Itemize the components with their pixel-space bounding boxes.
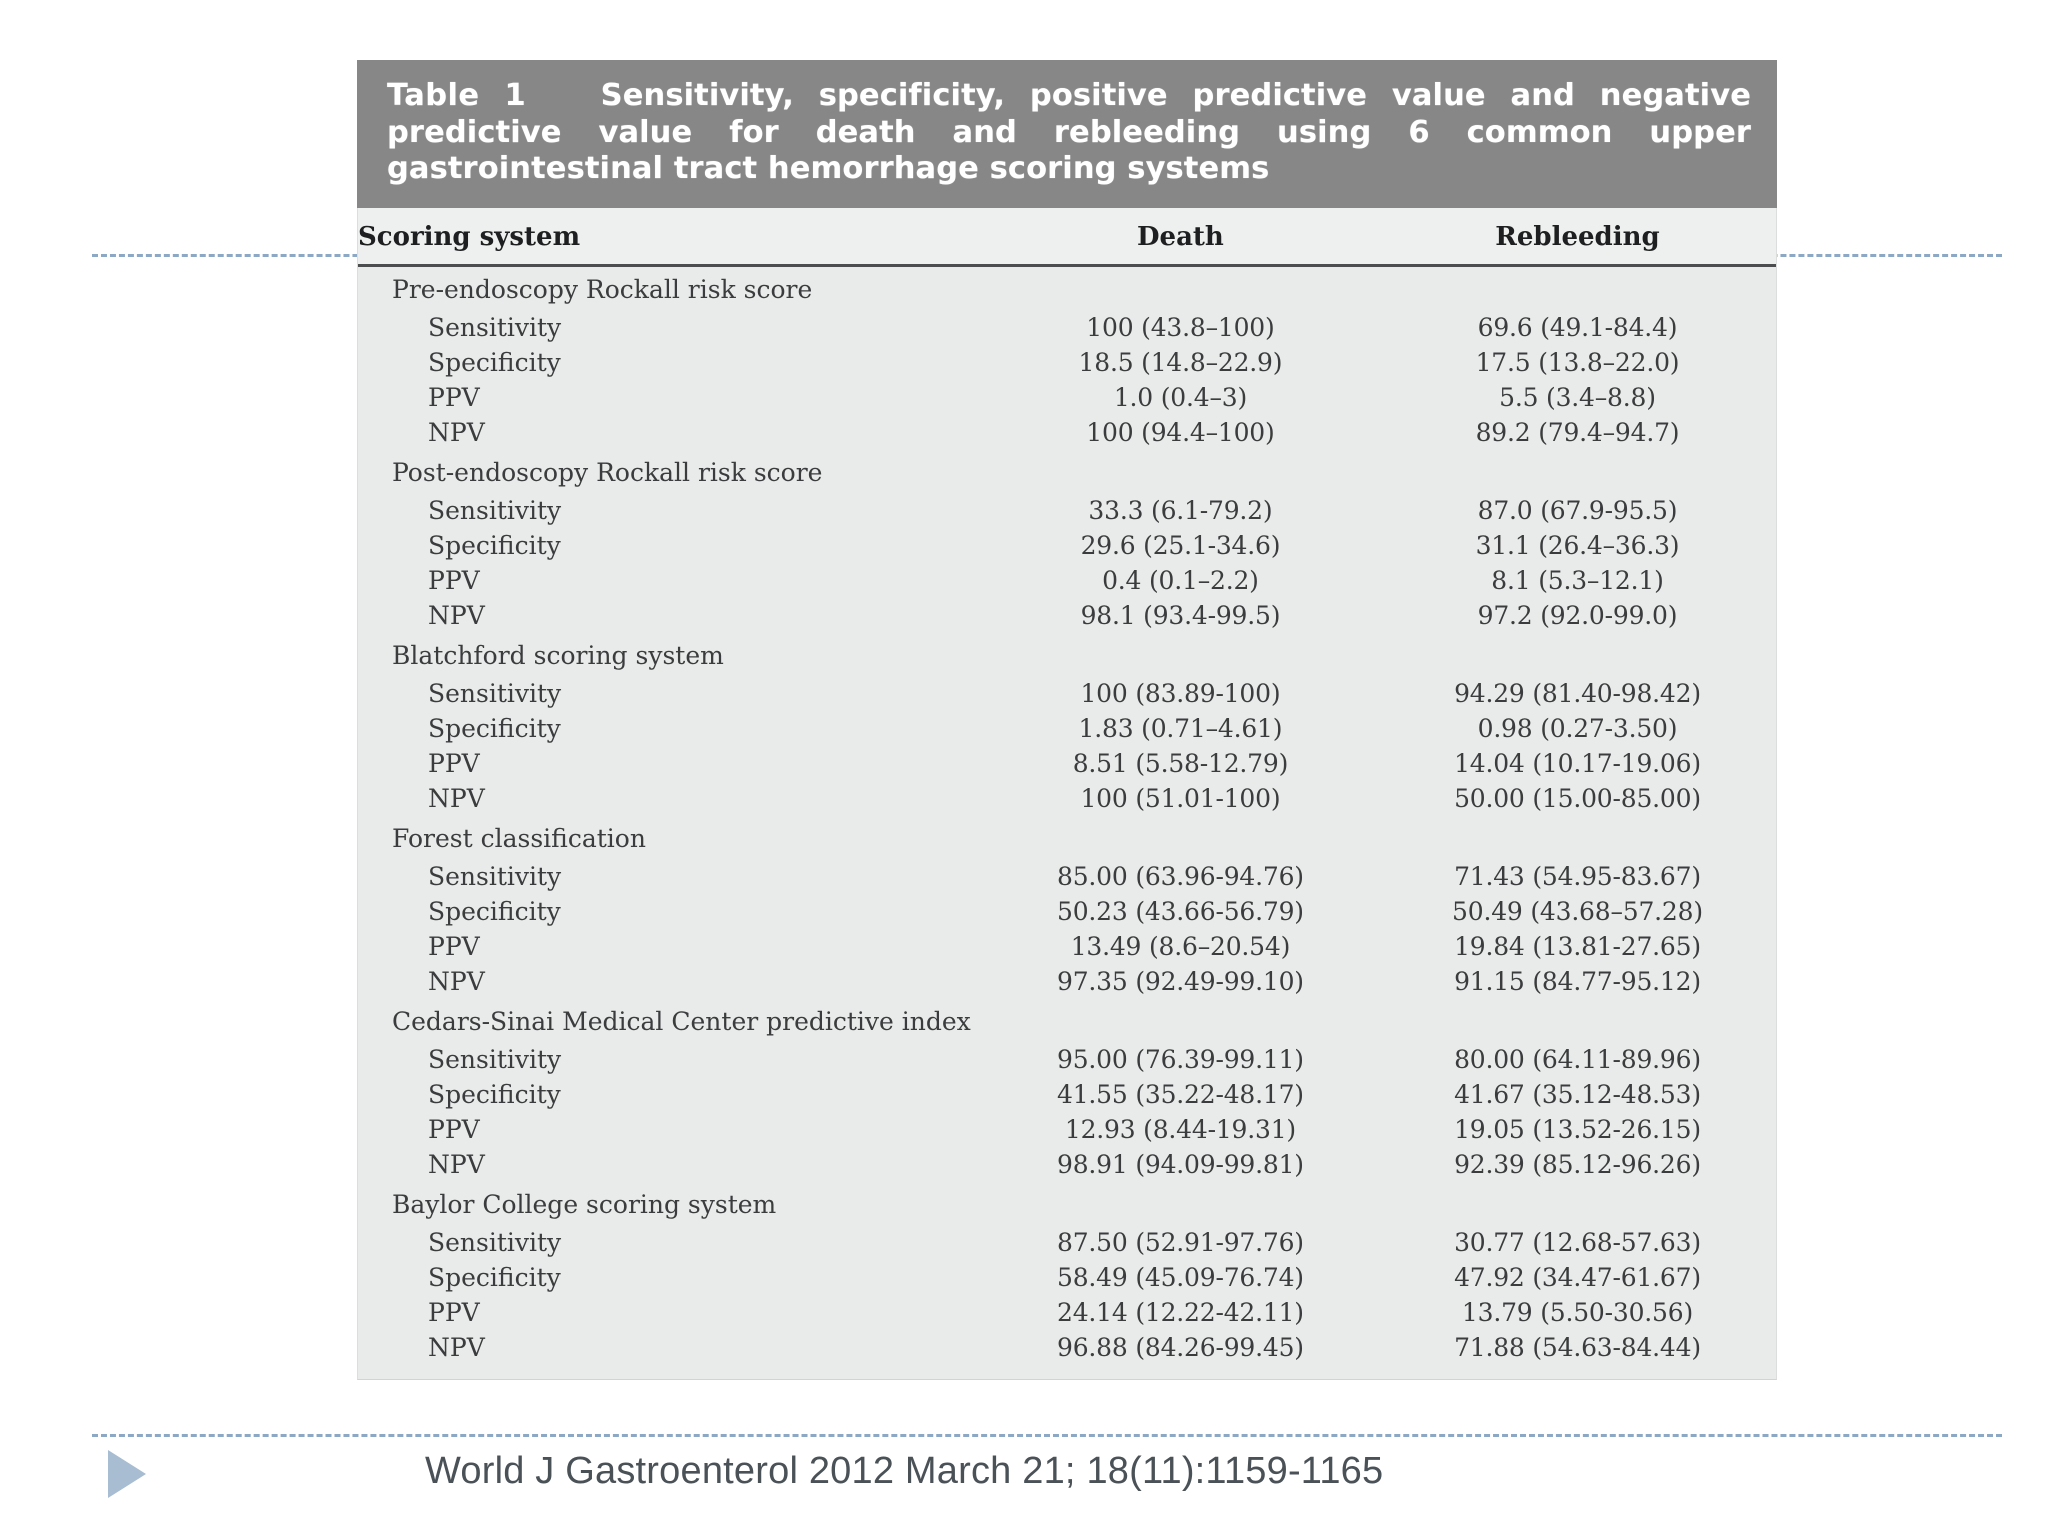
slide-footer bbox=[0, 1442, 2048, 1512]
table-row bbox=[358, 307, 1776, 345]
table-row bbox=[358, 1260, 1776, 1295]
metric-label: NPV bbox=[428, 1332, 485, 1362]
metric-label: PPV bbox=[428, 1114, 480, 1144]
column-header-scoring-system: Scoring system bbox=[358, 208, 982, 266]
metric-label: NPV bbox=[428, 417, 485, 447]
rebleeding-value-cell: 97.2 (92.0-99.0) bbox=[1477, 600, 1678, 630]
metric-label: Specificity bbox=[428, 530, 561, 560]
metric-label: Sensitivity bbox=[428, 312, 562, 342]
table-row bbox=[358, 563, 1776, 598]
metric-label: NPV bbox=[428, 1149, 485, 1179]
table-header-row bbox=[358, 208, 1776, 266]
table-figure bbox=[357, 60, 1777, 1380]
death-value-cell: 41.55 (35.22-48.17) bbox=[1057, 1079, 1304, 1109]
group-rebleeding-cell-empty bbox=[1379, 633, 1776, 673]
death-value-cell: 98.1 (93.4-99.5) bbox=[1080, 600, 1281, 630]
metric-label: Sensitivity bbox=[428, 495, 562, 525]
death-value-cell: 87.50 (52.91-97.76) bbox=[1057, 1227, 1304, 1257]
table-row bbox=[358, 345, 1776, 380]
metric-label: PPV bbox=[428, 748, 480, 778]
rebleeding-value-cell: 87.0 (67.9-95.5) bbox=[1477, 495, 1678, 525]
death-value-cell: 18.5 (14.8–22.9) bbox=[1078, 347, 1283, 377]
metric-label: PPV bbox=[428, 382, 480, 412]
table-row bbox=[358, 1039, 1776, 1077]
death-value-cell: 12.93 (8.44-19.31) bbox=[1064, 1114, 1296, 1144]
death-value-cell: 8.51 (5.58-12.79) bbox=[1072, 748, 1289, 778]
group-rebleeding-cell-empty bbox=[1379, 999, 1776, 1039]
table-caption-label: Table 1 bbox=[387, 78, 527, 113]
metric-label: Specificity bbox=[428, 1262, 561, 1292]
column-header-death: Death bbox=[982, 208, 1379, 266]
group-death-cell-empty bbox=[982, 633, 1379, 673]
rebleeding-value-cell: 69.6 (49.1-84.4) bbox=[1477, 312, 1678, 342]
table-group-row bbox=[358, 265, 1776, 307]
rebleeding-value-cell: 31.1 (26.4–36.3) bbox=[1475, 530, 1680, 560]
column-header-rebleeding: Rebleeding bbox=[1379, 208, 1776, 266]
table-row bbox=[358, 1112, 1776, 1147]
death-value-cell: 100 (83.89-100) bbox=[1080, 678, 1281, 708]
rebleeding-value-cell: 80.00 (64.11-89.96) bbox=[1454, 1044, 1701, 1074]
group-death-cell-empty bbox=[982, 450, 1379, 490]
table-group-row bbox=[358, 633, 1776, 673]
group-rebleeding-cell-empty bbox=[1379, 816, 1776, 856]
death-value-cell: 100 (94.4–100) bbox=[1086, 417, 1275, 447]
group-label: Blatchford scoring system bbox=[392, 640, 724, 670]
table-row bbox=[358, 929, 1776, 964]
death-value-cell: 1.0 (0.4–3) bbox=[1113, 382, 1248, 412]
metric-label: Sensitivity bbox=[428, 861, 562, 891]
death-value-cell: 58.49 (45.09-76.74) bbox=[1057, 1262, 1304, 1292]
rebleeding-value-cell: 92.39 (85.12-96.26) bbox=[1454, 1149, 1701, 1179]
death-value-cell: 100 (43.8–100) bbox=[1086, 312, 1275, 342]
death-value-cell: 96.88 (84.26-99.45) bbox=[1057, 1332, 1304, 1362]
death-value-cell: 33.3 (6.1-79.2) bbox=[1088, 495, 1273, 525]
table-row bbox=[358, 856, 1776, 894]
rebleeding-value-cell: 71.43 (54.95-83.67) bbox=[1454, 861, 1701, 891]
metric-label: Specificity bbox=[428, 347, 561, 377]
guide-line-bottom bbox=[92, 1434, 2002, 1437]
rebleeding-value-cell: 50.00 (15.00-85.00) bbox=[1454, 783, 1701, 813]
table-rows-container bbox=[358, 265, 1776, 1365]
group-death-cell-empty bbox=[982, 265, 1379, 307]
group-death-cell-empty bbox=[982, 999, 1379, 1039]
metric-label: Specificity bbox=[428, 896, 561, 926]
death-value-cell: 24.14 (12.22-42.11) bbox=[1057, 1297, 1304, 1327]
group-label: Cedars-Sinai Medical Center predictive index bbox=[392, 1006, 971, 1036]
death-value-cell: 1.83 (0.71–4.61) bbox=[1078, 713, 1283, 743]
group-label: Forest classification bbox=[392, 823, 646, 853]
metric-label: NPV bbox=[428, 966, 485, 996]
table-head bbox=[358, 208, 1776, 266]
table-body bbox=[357, 208, 1777, 1380]
table-caption bbox=[357, 60, 1777, 208]
group-rebleeding-cell-empty bbox=[1379, 265, 1776, 307]
rebleeding-value-cell: 17.5 (13.8–22.0) bbox=[1475, 347, 1680, 377]
rebleeding-value-cell: 13.79 (5.50-30.56) bbox=[1461, 1297, 1694, 1327]
group-label: Pre-endoscopy Rockall risk score bbox=[392, 274, 813, 304]
table-row bbox=[358, 673, 1776, 711]
metric-label: NPV bbox=[428, 783, 485, 813]
death-value-cell: 13.49 (8.6–20.54) bbox=[1070, 931, 1291, 961]
metric-label: Specificity bbox=[428, 713, 561, 743]
table-row bbox=[358, 711, 1776, 746]
rebleeding-value-cell: 71.88 (54.63-84.44) bbox=[1454, 1332, 1701, 1362]
group-label: Post-endoscopy Rockall risk score bbox=[392, 457, 823, 487]
rebleeding-value-cell: 19.84 (13.81-27.65) bbox=[1454, 931, 1701, 961]
table-row bbox=[358, 528, 1776, 563]
table-group-row bbox=[358, 816, 1776, 856]
rebleeding-value-cell: 8.1 (5.3–12.1) bbox=[1491, 565, 1664, 595]
rebleeding-value-cell: 91.15 (84.77-95.12) bbox=[1454, 966, 1701, 996]
death-value-cell: 50.23 (43.66-56.79) bbox=[1057, 896, 1304, 926]
table-row bbox=[358, 894, 1776, 929]
group-rebleeding-cell-empty bbox=[1379, 1182, 1776, 1222]
rebleeding-value-cell: 47.92 (34.47-61.67) bbox=[1454, 1262, 1701, 1292]
triangle-right-icon bbox=[108, 1450, 146, 1498]
table-row bbox=[358, 1222, 1776, 1260]
rebleeding-value-cell: 94.29 (81.40-98.42) bbox=[1454, 678, 1701, 708]
table-row bbox=[358, 490, 1776, 528]
table-row bbox=[358, 380, 1776, 415]
group-death-cell-empty bbox=[982, 1182, 1379, 1222]
table-row bbox=[358, 1330, 1776, 1365]
death-value-cell: 85.00 (63.96-94.76) bbox=[1057, 861, 1304, 891]
table-group-row bbox=[358, 1182, 1776, 1222]
rebleeding-value-cell: 0.98 (0.27-3.50) bbox=[1477, 713, 1678, 743]
metric-label: Specificity bbox=[428, 1079, 561, 1109]
metric-label: PPV bbox=[428, 931, 480, 961]
death-value-cell: 0.4 (0.1–2.2) bbox=[1102, 565, 1259, 595]
metric-label: Sensitivity bbox=[428, 1227, 562, 1257]
death-value-cell: 95.00 (76.39-99.11) bbox=[1057, 1044, 1304, 1074]
rebleeding-value-cell: 50.49 (43.68–57.28) bbox=[1452, 896, 1703, 926]
metric-label: NPV bbox=[428, 600, 485, 630]
death-value-cell: 98.91 (94.09-99.81) bbox=[1057, 1149, 1304, 1179]
rebleeding-value-cell: 89.2 (79.4–94.7) bbox=[1475, 417, 1680, 447]
metric-label: Sensitivity bbox=[428, 678, 562, 708]
table-row bbox=[358, 1147, 1776, 1182]
rebleeding-value-cell: 5.5 (3.4–8.8) bbox=[1499, 382, 1656, 412]
citation-text: World J Gastroenterol 2012 March 21; 18(11):1159-1165 bbox=[425, 1450, 1384, 1492]
death-value-cell: 97.35 (92.49-99.10) bbox=[1057, 966, 1304, 996]
rebleeding-value-cell: 30.77 (12.68-57.63) bbox=[1454, 1227, 1701, 1257]
table-group-row bbox=[358, 999, 1776, 1039]
group-label: Baylor College scoring system bbox=[392, 1189, 777, 1219]
metric-label: PPV bbox=[428, 565, 480, 595]
death-value-cell: 29.6 (25.1-34.6) bbox=[1080, 530, 1281, 560]
table-caption-text: Sensitivity, specificity, positive predictive value and negative predictive value for death and rebleeding using 6 common upper gastrointestinal tract hemorrhage scoring systems bbox=[387, 78, 1751, 186]
death-value-cell: 100 (51.01-100) bbox=[1080, 783, 1281, 813]
rebleeding-value-cell: 19.05 (13.52-26.15) bbox=[1454, 1114, 1701, 1144]
table-group-row bbox=[358, 450, 1776, 490]
rebleeding-value-cell: 14.04 (10.17-19.06) bbox=[1454, 748, 1701, 778]
rebleeding-value-cell: 41.67 (35.12-48.53) bbox=[1454, 1079, 1701, 1109]
group-death-cell-empty bbox=[982, 816, 1379, 856]
table-row bbox=[358, 415, 1776, 450]
results-table bbox=[358, 208, 1776, 1365]
table-row bbox=[358, 598, 1776, 633]
table-row bbox=[358, 1295, 1776, 1330]
group-rebleeding-cell-empty bbox=[1379, 450, 1776, 490]
metric-label: PPV bbox=[428, 1297, 480, 1327]
table-row bbox=[358, 746, 1776, 781]
table-row bbox=[358, 781, 1776, 816]
table-row bbox=[358, 1077, 1776, 1112]
table-row bbox=[358, 964, 1776, 999]
metric-label: Sensitivity bbox=[428, 1044, 562, 1074]
